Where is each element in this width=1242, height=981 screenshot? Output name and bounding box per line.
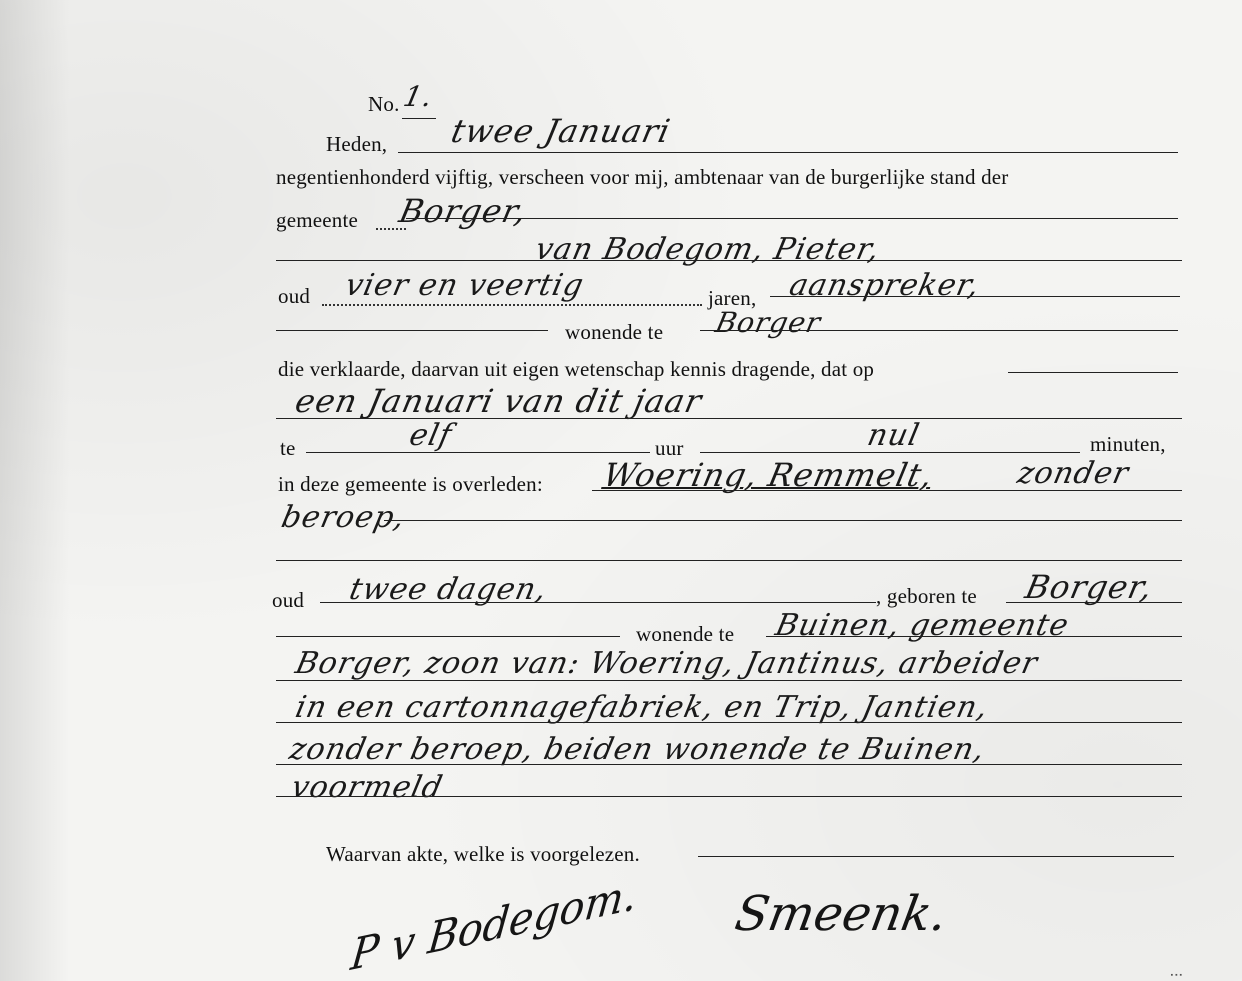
wonende-te-label: wonende te	[565, 320, 664, 344]
waarvan-line	[698, 856, 1174, 857]
signature-official: Smeenk.	[731, 886, 952, 942]
oud2-label: oud	[272, 588, 305, 612]
declarant-line	[276, 260, 1182, 261]
minuten-label: minuten,	[1090, 432, 1166, 456]
record-number: 1.	[400, 80, 437, 113]
minutes-line	[700, 452, 1080, 453]
deceased-line	[592, 490, 1182, 491]
date-handwritten: twee Januari	[447, 112, 675, 150]
age-deceased-line	[320, 602, 876, 603]
geboren-label: , geboren te	[876, 584, 977, 608]
parents-line4: voormeld	[288, 770, 447, 805]
residence-deceased-line	[766, 636, 1182, 637]
verklaarde-text: die verklaarde, daarvan uit eigen wetenschap kennis dragende, dat op	[278, 357, 875, 381]
occupation-handwritten: aanspreker,	[786, 268, 984, 303]
print-mark: ▪ ▪ ▪	[1170, 972, 1182, 979]
age-deceased-handwritten: twee dagen,	[346, 572, 551, 607]
parents-line1: Borger, zoon van: Woering, Jantinus, arbeider	[292, 646, 1042, 681]
beroep-handwritten: beroep,	[278, 500, 409, 535]
residence-handwritten: Borger	[712, 306, 825, 339]
parents-underline3	[276, 764, 1182, 765]
parents-line2: in een cartonnagefabriek, en Trip, Jantien,	[292, 690, 992, 725]
parents-line3: zonder beroep, beiden wonende te Buinen,	[286, 732, 989, 767]
hour-handwritten: elf	[406, 418, 456, 453]
heden-line	[398, 152, 1178, 153]
parents-underline1	[276, 680, 1182, 681]
waarvan-text: Waarvan akte, welke is voorgelezen.	[326, 842, 640, 866]
minutes-handwritten: nul	[864, 418, 923, 453]
number-label: No.	[368, 92, 400, 116]
beroep-line	[384, 520, 1182, 521]
jaren-label: jaren,	[708, 286, 757, 310]
deceased-cont-handwritten: zonder	[1014, 456, 1133, 491]
verklaarde-line	[1008, 372, 1178, 373]
te-label: te	[280, 436, 296, 460]
wonende-prefix-line	[276, 330, 548, 331]
wonende-te2-label: wonende te	[636, 622, 735, 646]
birthplace-line	[1006, 602, 1182, 603]
gemeente-dots	[376, 228, 406, 230]
age-handwritten: vier en veertig	[342, 268, 588, 303]
residence-deceased-handwritten: Buinen, gemeente	[772, 608, 1073, 643]
heden-label: Heden,	[326, 132, 388, 156]
gemeente-line	[406, 218, 1178, 219]
wonende2-prefix-line	[276, 636, 620, 637]
scan-edge-shadow	[0, 0, 70, 981]
deceased-handwritten: Woering, Remmelt,	[599, 456, 937, 494]
occupation-line	[770, 296, 1180, 297]
age-line	[322, 304, 702, 306]
uur-label: uur	[655, 436, 684, 460]
residence-line	[700, 330, 1178, 331]
gemeente-label: gemeente	[276, 208, 359, 232]
parents-underline4	[276, 796, 1182, 797]
death-date-line	[276, 418, 1182, 419]
gemeente-handwritten: Borger,	[395, 192, 531, 230]
signature-declarant: P v Bodegom.	[348, 868, 640, 981]
overleden-label: in deze gemeente is overleden:	[278, 472, 543, 496]
blank-line	[276, 560, 1182, 561]
parents-underline2	[276, 722, 1182, 723]
number-underline	[402, 118, 436, 119]
hour-line	[306, 452, 650, 453]
birthplace-handwritten: Borger,	[1021, 568, 1157, 606]
declarant-handwritten: van Bodegom, Pieter,	[532, 232, 884, 267]
death-date-handwritten: een Januari van dit jaar	[291, 382, 706, 420]
oud-label: oud	[278, 284, 311, 308]
year-line-text: negentienhonderd vijftig, verscheen voor mij, ambtenaar van de burgerlijke stand der	[276, 165, 1009, 189]
